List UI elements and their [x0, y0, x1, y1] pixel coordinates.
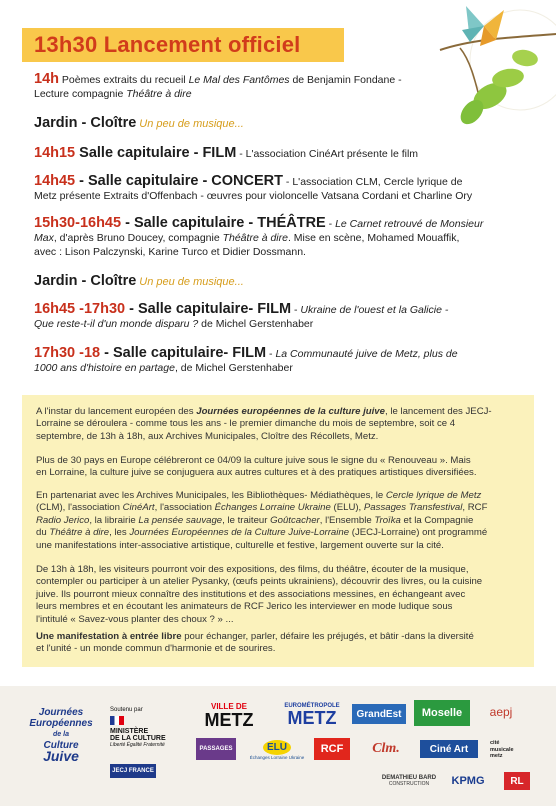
info-box: [22, 395, 534, 667]
eurometropole-logo: EUROMÉTROPOLE METZ: [284, 703, 340, 728]
passages-logo: PASSAGES: [196, 738, 236, 760]
ministere-logo: Soutenu par MINISTÈRE DE LA CULTURE Liberté Égalité Fraternité: [110, 706, 166, 748]
info-paragraph-3: En partenariat avec les Archives Municipales, les Bibliothèques- Médiathèques, le Cercle lyrique de Metz (CLM), l'association CinéArt, l'association Échanges Lorraine Ukraine (ELU), Passages Transfestival, RCF Radio Jerico, la librairie La pensée sauvage, le traiteur Goûtcacher, l'Ensemble Troïka et la Compagnie du Théâtre à dire, les Journées Européennes de la Culture Juive-Lorraine (JECJ-Lorraine) ont programmé une manifestations inter-associative artistique, culturelle et festive, largement ouverte sur la cité.: [36, 490, 488, 551]
info-paragraph-5: Une manifestation à entrée libre pour échanger, parler, défaire les préjugés, et bâtir -dans la diversité et l'unité - un monde commun d'harmonie et de sourires.: [36, 631, 474, 655]
program-item-16h45: 16h45 -17h30 - Salle capitulaire- FILM - Ukraine de l'ouest et la Galicie - Que reste-t-il d'un monde disparu ? de Michel Gerstenhaber: [34, 301, 449, 330]
grandest-logo: GrandEst: [352, 704, 406, 724]
program-item-17h30: 17h30 -18 - Salle capitulaire- FILM - La Communauté juive de Metz, plus de 1000 ans d'histoire en partage, de Michel Gerstenhaber: [34, 345, 458, 374]
elu-logo: ELU Échanges Lorraine Ukraine: [249, 742, 305, 760]
rcf-logo: RCF: [314, 738, 350, 760]
cite-musicale-logo: cité musicale metz: [490, 740, 514, 760]
program-item-14h: 14h Poèmes extraits du recueil Le Mal des Fantômes de Benjamin Fondane - Lecture compagnie Théâtre à dire: [34, 71, 402, 100]
moselle-logo: Moselle: [414, 700, 470, 726]
flag-icon: [110, 716, 124, 725]
page-title: 13h30 Lancement officiel: [34, 32, 301, 57]
program-item-14h15: 14h15 Salle capitulaire - FILM - L'association CinéArt présente le film: [34, 145, 419, 161]
info-paragraph-2: Plus de 30 pays en Europe célébreront ce 04/09 la culture juive sous le signe du « Renouveau ». Mais en Lorraine, la culture juive se conjuguera aux autres cultures et à des pratiques artistiques diversifiées.: [36, 455, 477, 479]
info-paragraph-1: A l'instar du lancement européen des Journées européennes de la culture juive, le lancement des JECJ- Lorraine se déroulera - comme tous les ans - le premier dimanche du mois de septembre, soit ce 4 septembre, de 13h à 18h, aux Archives Municipales, Cloître des Récollets, Metz.: [36, 406, 492, 442]
program-item-jardin-1: Jardin - Cloître Un peu de musique...: [34, 115, 244, 131]
partner-logos: [0, 686, 556, 806]
program-item-jardin-2: Jardin - Cloître Un peu de musique...: [34, 273, 244, 289]
jecj-france-logo: JECJ FRANCE: [110, 764, 156, 778]
dematheu-logo: DEMATHIEU BARD CONSTRUCTION: [381, 775, 437, 787]
aepj-logo: aepj: [489, 705, 513, 719]
rl-logo: RL: [504, 772, 530, 790]
cineart-logo: Ciné Art: [420, 740, 478, 758]
header-banner: [22, 28, 344, 62]
program-item-15h30: 15h30-16h45 - Salle capitulaire - THÉÂTRE - Le Carnet retrouvé de Monsieur Max, d'après Bruno Doucey, compagnie Théâtre à dire. Mise en scène, Mohamed Mouaffik, avec : Lison Palczynski, Karine Turco et Didier Dossmann.: [34, 215, 484, 258]
clm-logo: Clm.: [372, 741, 400, 756]
butterfly-branch-icon: [400, 0, 556, 130]
program-item-14h45: 14h45 - Salle capitulaire - CONCERT - L'association CLM, Cercle lyrique de Metz présente Extraits d'Offenbach - œuvres pour violoncelle Vatsana Cordani et Charline Ory: [34, 173, 473, 202]
ville-metz-logo: VILLE DE METZ: [204, 701, 254, 730]
jecj-logo: Journées Européennes de la Culture Juive: [29, 706, 93, 764]
kpmg-logo: KPMG: [451, 775, 485, 787]
info-paragraph-4: De 13h à 18h, les visiteurs pourront voir des expositions, des films, du théâtre, écouter de la musique, contempler ou participer à un atelier Pysanky, (œufs peints ukrainiens), découvrir des livres, ou la cuisine juive. Ils pourront mieux connaître des institutions et des associations messines, en échangeant avec leurs membres et en écoutant les animateurs de RCF Jerico les interviewer en mode ludique sous l'intitulé « Savez-vous planter des choux ? » ...: [36, 564, 483, 625]
